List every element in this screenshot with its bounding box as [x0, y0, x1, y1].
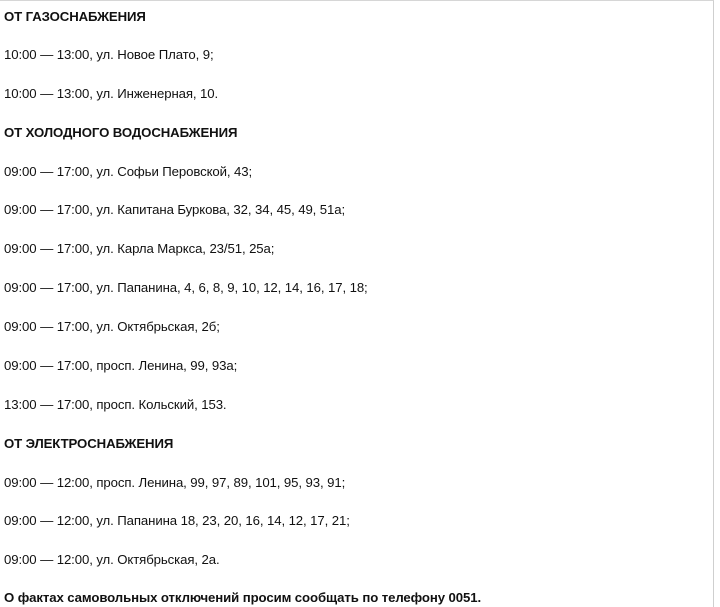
list-item: 09:00 — 17:00, ул. Октябрьская, 2б; [4, 319, 220, 334]
list-item: 09:00 — 17:00, ул. Капитана Буркова, 32, 34, 45, 49, 51а; [4, 202, 346, 217]
list-item: 09:00 — 17:00, ул. Карла Маркса, 23/51, 25а; [4, 241, 275, 256]
list-item: 13:00 — 17:00, просп. Кольский, 153. [4, 397, 227, 412]
list-item: 09:00 — 17:00, ул. Софьи Перовской, 43; [4, 164, 253, 179]
section-heading-electricity: ОТ ЭЛЕКТРОСНАБЖЕНИЯ [4, 436, 174, 451]
section-heading-cold-water: ОТ ХОЛОДНОГО ВОДОСНАБЖЕНИЯ [4, 125, 238, 140]
list-item: 09:00 — 17:00, ул. Папанина, 4, 6, 8, 9, 10, 12, 14, 16, 17, 18; [4, 280, 368, 295]
list-item: 09:00 — 12:00, ул. Папанина 18, 23, 20, 16, 14, 12, 17, 21; [4, 513, 350, 528]
section-heading-gas: ОТ ГАЗОСНАБЖЕНИЯ [4, 9, 146, 24]
list-item: 09:00 — 17:00, просп. Ленина, 99, 93а; [4, 358, 238, 373]
list-item: 10:00 — 13:00, ул. Новое Плато, 9; [4, 47, 214, 62]
list-item: 10:00 — 13:00, ул. Инженерная, 10. [4, 86, 219, 101]
list-item: 09:00 — 12:00, просп. Ленина, 99, 97, 89, 101, 95, 93, 91; [4, 475, 346, 490]
footer-note: О фактах самовольных отключений просим сообщать по телефону 0051. [4, 590, 482, 605]
list-item: 09:00 — 12:00, ул. Октябрьская, 2а. [4, 552, 220, 567]
